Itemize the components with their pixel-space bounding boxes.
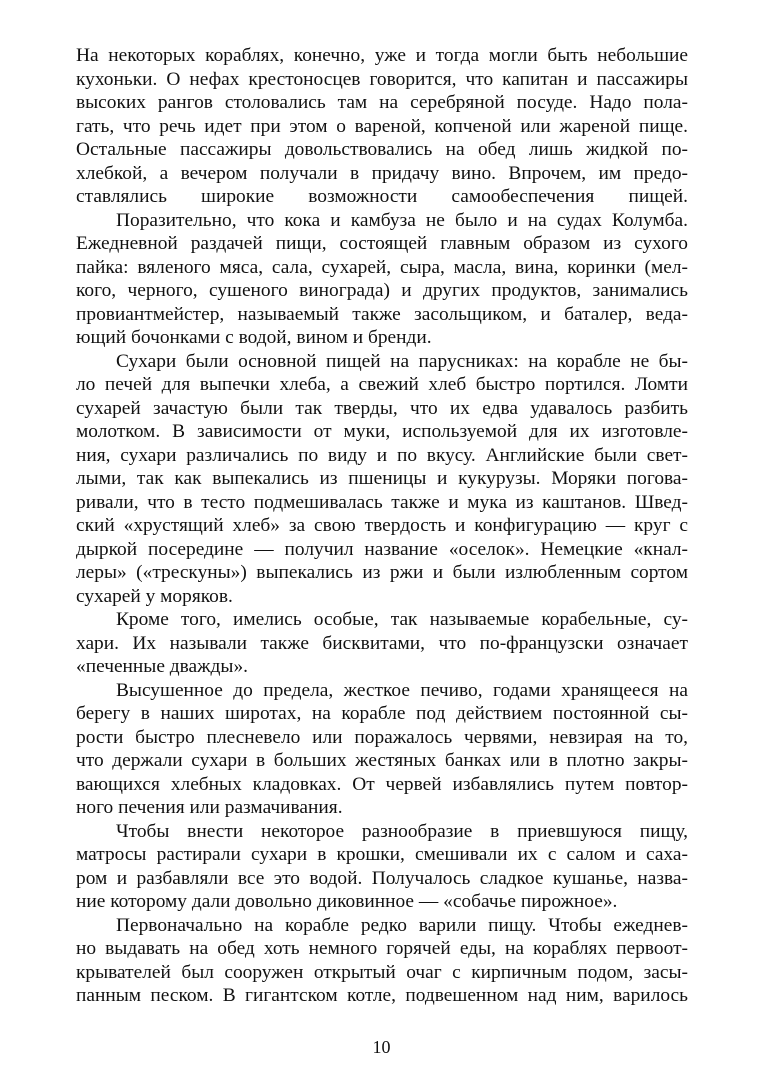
text-line: матросы растирали сухари в крошки, смешивали их с салом и саха- bbox=[76, 844, 688, 865]
text-line: хари. Их называли также бисквитами, что по-французски означает bbox=[76, 632, 688, 654]
paragraph bbox=[76, 44, 688, 209]
text-line: крывателей был сооружен открытый очаг с кирпичным подом, засы- bbox=[76, 961, 688, 983]
text-line: Остальные пассажиры довольствовались на обед лишь жидкой по- bbox=[76, 139, 688, 160]
text-line: Сухари были основной пищей на парусниках: на корабле не бы- bbox=[116, 350, 688, 372]
text-line: но выдавать на обед хоть немного горячей еды, на кораблях первоот- bbox=[76, 938, 688, 959]
paragraph bbox=[76, 820, 688, 914]
text-line: ного печения или размачивания. bbox=[76, 797, 343, 818]
text-line: леры» («трескуны») выпекались из ржи и были излюбленным сортом bbox=[76, 562, 688, 583]
text-line: Чтобы внести некоторое разнообразие в приевшуюся пищу, bbox=[116, 820, 688, 842]
text-line: берегу в наших широтах, на корабле под действием постоянной сы- bbox=[76, 703, 688, 724]
text-line: панным песком. В гигантском котле, подвешенном над ним, варилось bbox=[76, 985, 688, 1006]
paragraph bbox=[76, 209, 688, 350]
paragraph bbox=[76, 679, 688, 820]
text-line: рости быстро плесневело или поражалось червями, невзирая на то, bbox=[76, 726, 688, 748]
text-line: Высушенное до предела, жесткое печиво, годами хранящееся на bbox=[116, 679, 688, 701]
text-line: ющий бочонками с водой, вином и бренди. bbox=[76, 327, 432, 348]
text-line: молотком. В зависимости от муки, используемой для их изготовле- bbox=[76, 421, 688, 442]
text-line: пайка: вяленого мяса, сала, сухарей, сыра, масла, вина, коринки (мел- bbox=[76, 256, 688, 278]
text-line: высоких рангов столовались там на серебряной посуде. Надо пола- bbox=[76, 92, 688, 113]
text-line: «печенные дважды». bbox=[76, 656, 248, 677]
text-line: кухоньки. О нефах крестоносцев говорится, что капитан и пассажиры bbox=[76, 68, 688, 90]
text-line: ло печей для выпечки хлеба, а свежий хлеб быстро портился. Ломти bbox=[76, 374, 688, 395]
text-line: ния, сухари различались по виду и по вкусу. Английские были свет- bbox=[76, 444, 688, 466]
text-line: Ежедневной раздачей пищи, состоящей главным образом из сухого bbox=[76, 233, 688, 254]
text-line: сухарей у моряков. bbox=[76, 585, 233, 607]
page-body bbox=[76, 44, 688, 1008]
text-line: сухарей зачастую были так тверды, что их едва удавалось разбить bbox=[76, 397, 688, 419]
text-line: Поразительно, что кока и камбуза не было и на судах Колумба. bbox=[116, 209, 688, 231]
text-line: На некоторых кораблях, конечно, уже и тогда могли быть небольшие bbox=[76, 45, 688, 66]
text-line: провиантмейстер, называемый также засольщиком, и баталер, веда- bbox=[76, 303, 688, 325]
text-line: гать, что речь идет при этом о вареной, копченой или жареной пище. bbox=[76, 115, 688, 137]
paragraph bbox=[76, 608, 688, 679]
paragraph bbox=[76, 350, 688, 609]
text-line: кого, черного, сушеного винограда) и других продуктов, занимались bbox=[76, 280, 688, 301]
text-line: ром и разбавляли все это водой. Получалось сладкое кушанье, назва- bbox=[76, 867, 688, 889]
text-line: ставлялись широкие возможности самообеспечения пищей. bbox=[76, 186, 688, 207]
text-line: Кроме того, имелись особые, так называемые корабельные, су- bbox=[116, 609, 688, 630]
text-line: вающихся хлебных кладовках. От червей избавлялись путем повтор- bbox=[76, 773, 688, 795]
text-line: хлебкой, а вечером получали в придачу вино. Впрочем, им предо- bbox=[76, 162, 688, 184]
page-number: 10 bbox=[372, 1037, 391, 1057]
text-line: лыми, так как выпекались из пшеницы и кукурузы. Моряки погова- bbox=[76, 468, 688, 489]
text-line: что держали сухари в больших жестяных банках или в плотно закры- bbox=[76, 750, 688, 771]
text-line: Первоначально на корабле редко варили пищу. Чтобы ежеднев- bbox=[116, 914, 688, 936]
text-line: дыркой посередине — получил название «оселок». Немецкие «кнал- bbox=[76, 538, 688, 560]
text-line: ние которому дали довольно диковинное — «собачье пирожное». bbox=[76, 891, 618, 912]
text-line: ривали, что в тесто подмешивалась также и мука из каштанов. Швед- bbox=[76, 491, 688, 513]
paragraph bbox=[76, 914, 688, 1008]
text-line: ский «хрустящий хлеб» за свою твердость и конфигурацию — круг с bbox=[76, 515, 688, 536]
